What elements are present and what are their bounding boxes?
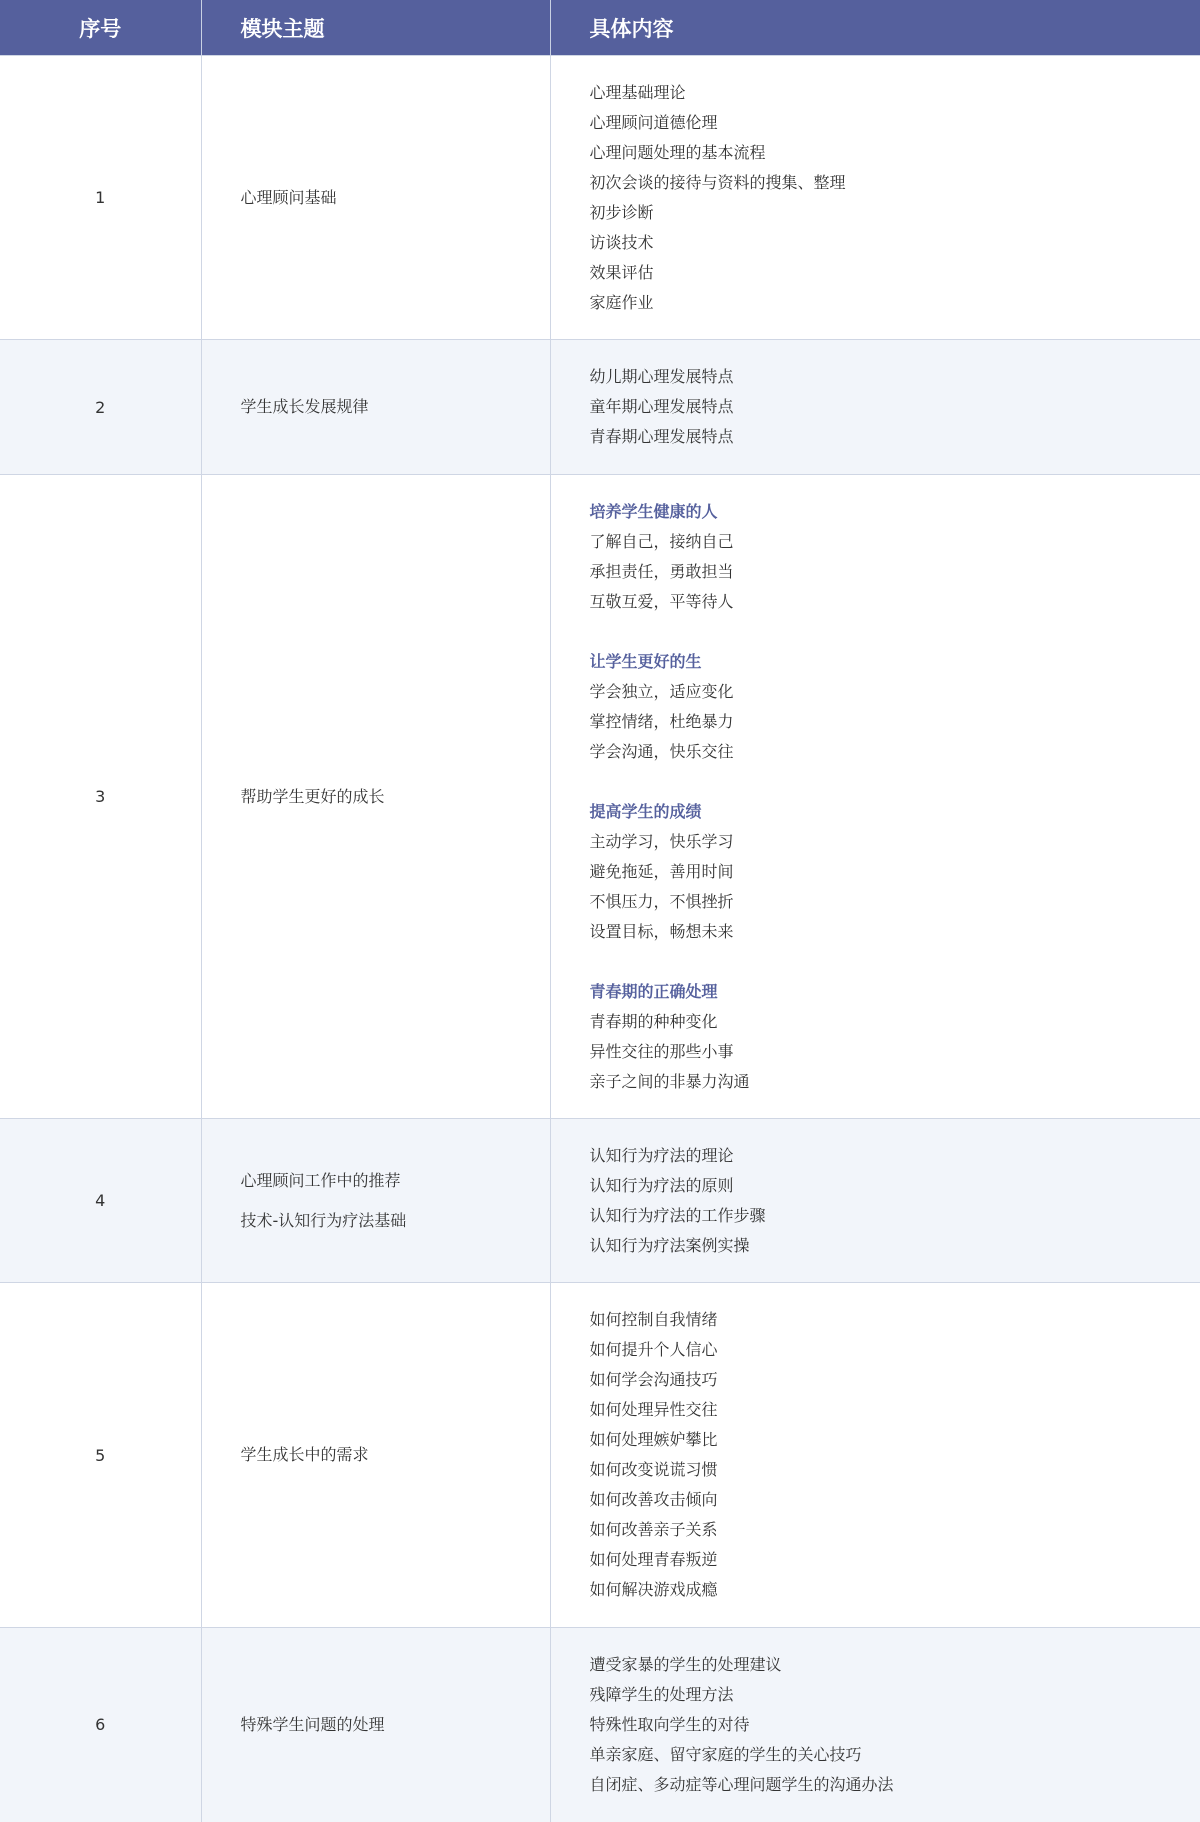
content-list (590, 1141, 1200, 1261)
content-spacer (590, 617, 1200, 647)
row-index: 3 (0, 475, 201, 1119)
topic-line: 特殊学生问题的处理 (241, 1705, 550, 1745)
content-list (590, 362, 1200, 452)
row-content (550, 1628, 1200, 1822)
header-index-label: 序号 (0, 13, 201, 43)
content-item: 心理基础理论 (590, 78, 1200, 108)
content-item: 学会独立，适应变化 (590, 677, 1200, 707)
topic-line: 心理顾问工作中的推荐 (241, 1161, 550, 1201)
topic-line: 学生成长发展规律 (241, 387, 550, 427)
content-item: 主动学习，快乐学习 (590, 827, 1200, 857)
content-item: 初次会谈的接待与资料的搜集、整理 (590, 168, 1200, 198)
topic-line: 帮助学生更好的成长 (241, 777, 550, 817)
content-item: 设置目标，畅想未来 (590, 917, 1200, 947)
header-topic (201, 0, 550, 56)
row-topic (201, 56, 550, 340)
content-item: 残障学生的处理方法 (590, 1680, 1200, 1710)
content-item: 避免拖延，善用时间 (590, 857, 1200, 887)
content-list (590, 78, 1200, 318)
content-item: 自闭症、多动症等心理问题学生的沟通办法 (590, 1770, 1200, 1800)
header-content-label: 具体内容 (551, 13, 1200, 43)
header-index (0, 0, 201, 56)
content-heading: 青春期的正确处理 (590, 977, 1200, 1007)
table-row (0, 1628, 1200, 1822)
content-item: 认知行为疗法的原则 (590, 1171, 1200, 1201)
row-index: 6 (0, 1628, 201, 1822)
content-item: 单亲家庭、留守家庭的学生的关心技巧 (590, 1740, 1200, 1770)
row-topic (201, 340, 550, 475)
content-list (590, 497, 1200, 1097)
content-list (590, 1650, 1200, 1800)
content-item: 遭受家暴的学生的处理建议 (590, 1650, 1200, 1680)
table-row (0, 340, 1200, 475)
content-item: 如何处理异性交往 (590, 1395, 1200, 1425)
content-item: 青春期的种种变化 (590, 1007, 1200, 1037)
content-item: 如何处理嫉妒攀比 (590, 1425, 1200, 1455)
content-item: 认知行为疗法的工作步骤 (590, 1201, 1200, 1231)
row-index: 4 (0, 1119, 201, 1283)
content-item: 特殊性取向学生的对待 (590, 1710, 1200, 1740)
row-topic (201, 475, 550, 1119)
row-content (550, 340, 1200, 475)
content-item: 心理问题处理的基本流程 (590, 138, 1200, 168)
content-item: 如何解决游戏成瘾 (590, 1575, 1200, 1605)
row-content (550, 56, 1200, 340)
content-item: 幼儿期心理发展特点 (590, 362, 1200, 392)
table-body (0, 56, 1200, 1822)
content-item: 童年期心理发展特点 (590, 392, 1200, 422)
topic-line: 心理顾问基础 (241, 178, 550, 218)
content-item: 承担责任，勇敢担当 (590, 557, 1200, 587)
row-content (550, 1119, 1200, 1283)
header-content (550, 0, 1200, 56)
row-topic (201, 1119, 550, 1283)
row-index: 5 (0, 1283, 201, 1628)
content-item: 初步诊断 (590, 198, 1200, 228)
content-item: 青春期心理发展特点 (590, 422, 1200, 452)
content-item: 互敬互爱，平等待人 (590, 587, 1200, 617)
row-topic (201, 1628, 550, 1822)
topic-line: 学生成长中的需求 (241, 1435, 550, 1475)
content-list (590, 1305, 1200, 1605)
content-item: 如何改善攻击倾向 (590, 1485, 1200, 1515)
table-header (0, 0, 1200, 56)
content-item: 认知行为疗法的理论 (590, 1141, 1200, 1171)
table-row (0, 56, 1200, 340)
content-item: 家庭作业 (590, 288, 1200, 318)
content-item: 异性交往的那些小事 (590, 1037, 1200, 1067)
table-row (0, 1119, 1200, 1283)
topic-line: 技术-认知行为疗法基础 (241, 1201, 550, 1241)
content-spacer (590, 767, 1200, 797)
table-row (0, 475, 1200, 1119)
content-item: 如何控制自我情绪 (590, 1305, 1200, 1335)
content-heading: 让学生更好的生 (590, 647, 1200, 677)
row-topic (201, 1283, 550, 1628)
content-heading: 提高学生的成绩 (590, 797, 1200, 827)
content-item: 如何学会沟通技巧 (590, 1365, 1200, 1395)
content-item: 不惧压力，不惧挫折 (590, 887, 1200, 917)
row-index: 1 (0, 56, 201, 340)
row-content (550, 1283, 1200, 1628)
content-item: 心理顾问道德伦理 (590, 108, 1200, 138)
content-item: 了解自己，接纳自己 (590, 527, 1200, 557)
content-heading: 培养学生健康的人 (590, 497, 1200, 527)
content-item: 如何改善亲子关系 (590, 1515, 1200, 1545)
row-index: 2 (0, 340, 201, 475)
table-row (0, 1283, 1200, 1628)
content-item: 如何提升个人信心 (590, 1335, 1200, 1365)
content-item: 如何处理青春叛逆 (590, 1545, 1200, 1575)
content-item: 认知行为疗法案例实操 (590, 1231, 1200, 1261)
header-topic-label: 模块主题 (202, 13, 550, 43)
content-item: 学会沟通，快乐交往 (590, 737, 1200, 767)
content-item: 掌控情绪，杜绝暴力 (590, 707, 1200, 737)
content-item: 如何改变说谎习惯 (590, 1455, 1200, 1485)
content-item: 访谈技术 (590, 228, 1200, 258)
row-content (550, 475, 1200, 1119)
content-item: 亲子之间的非暴力沟通 (590, 1067, 1200, 1097)
content-spacer (590, 947, 1200, 977)
content-item: 效果评估 (590, 258, 1200, 288)
header-row (0, 0, 1200, 56)
